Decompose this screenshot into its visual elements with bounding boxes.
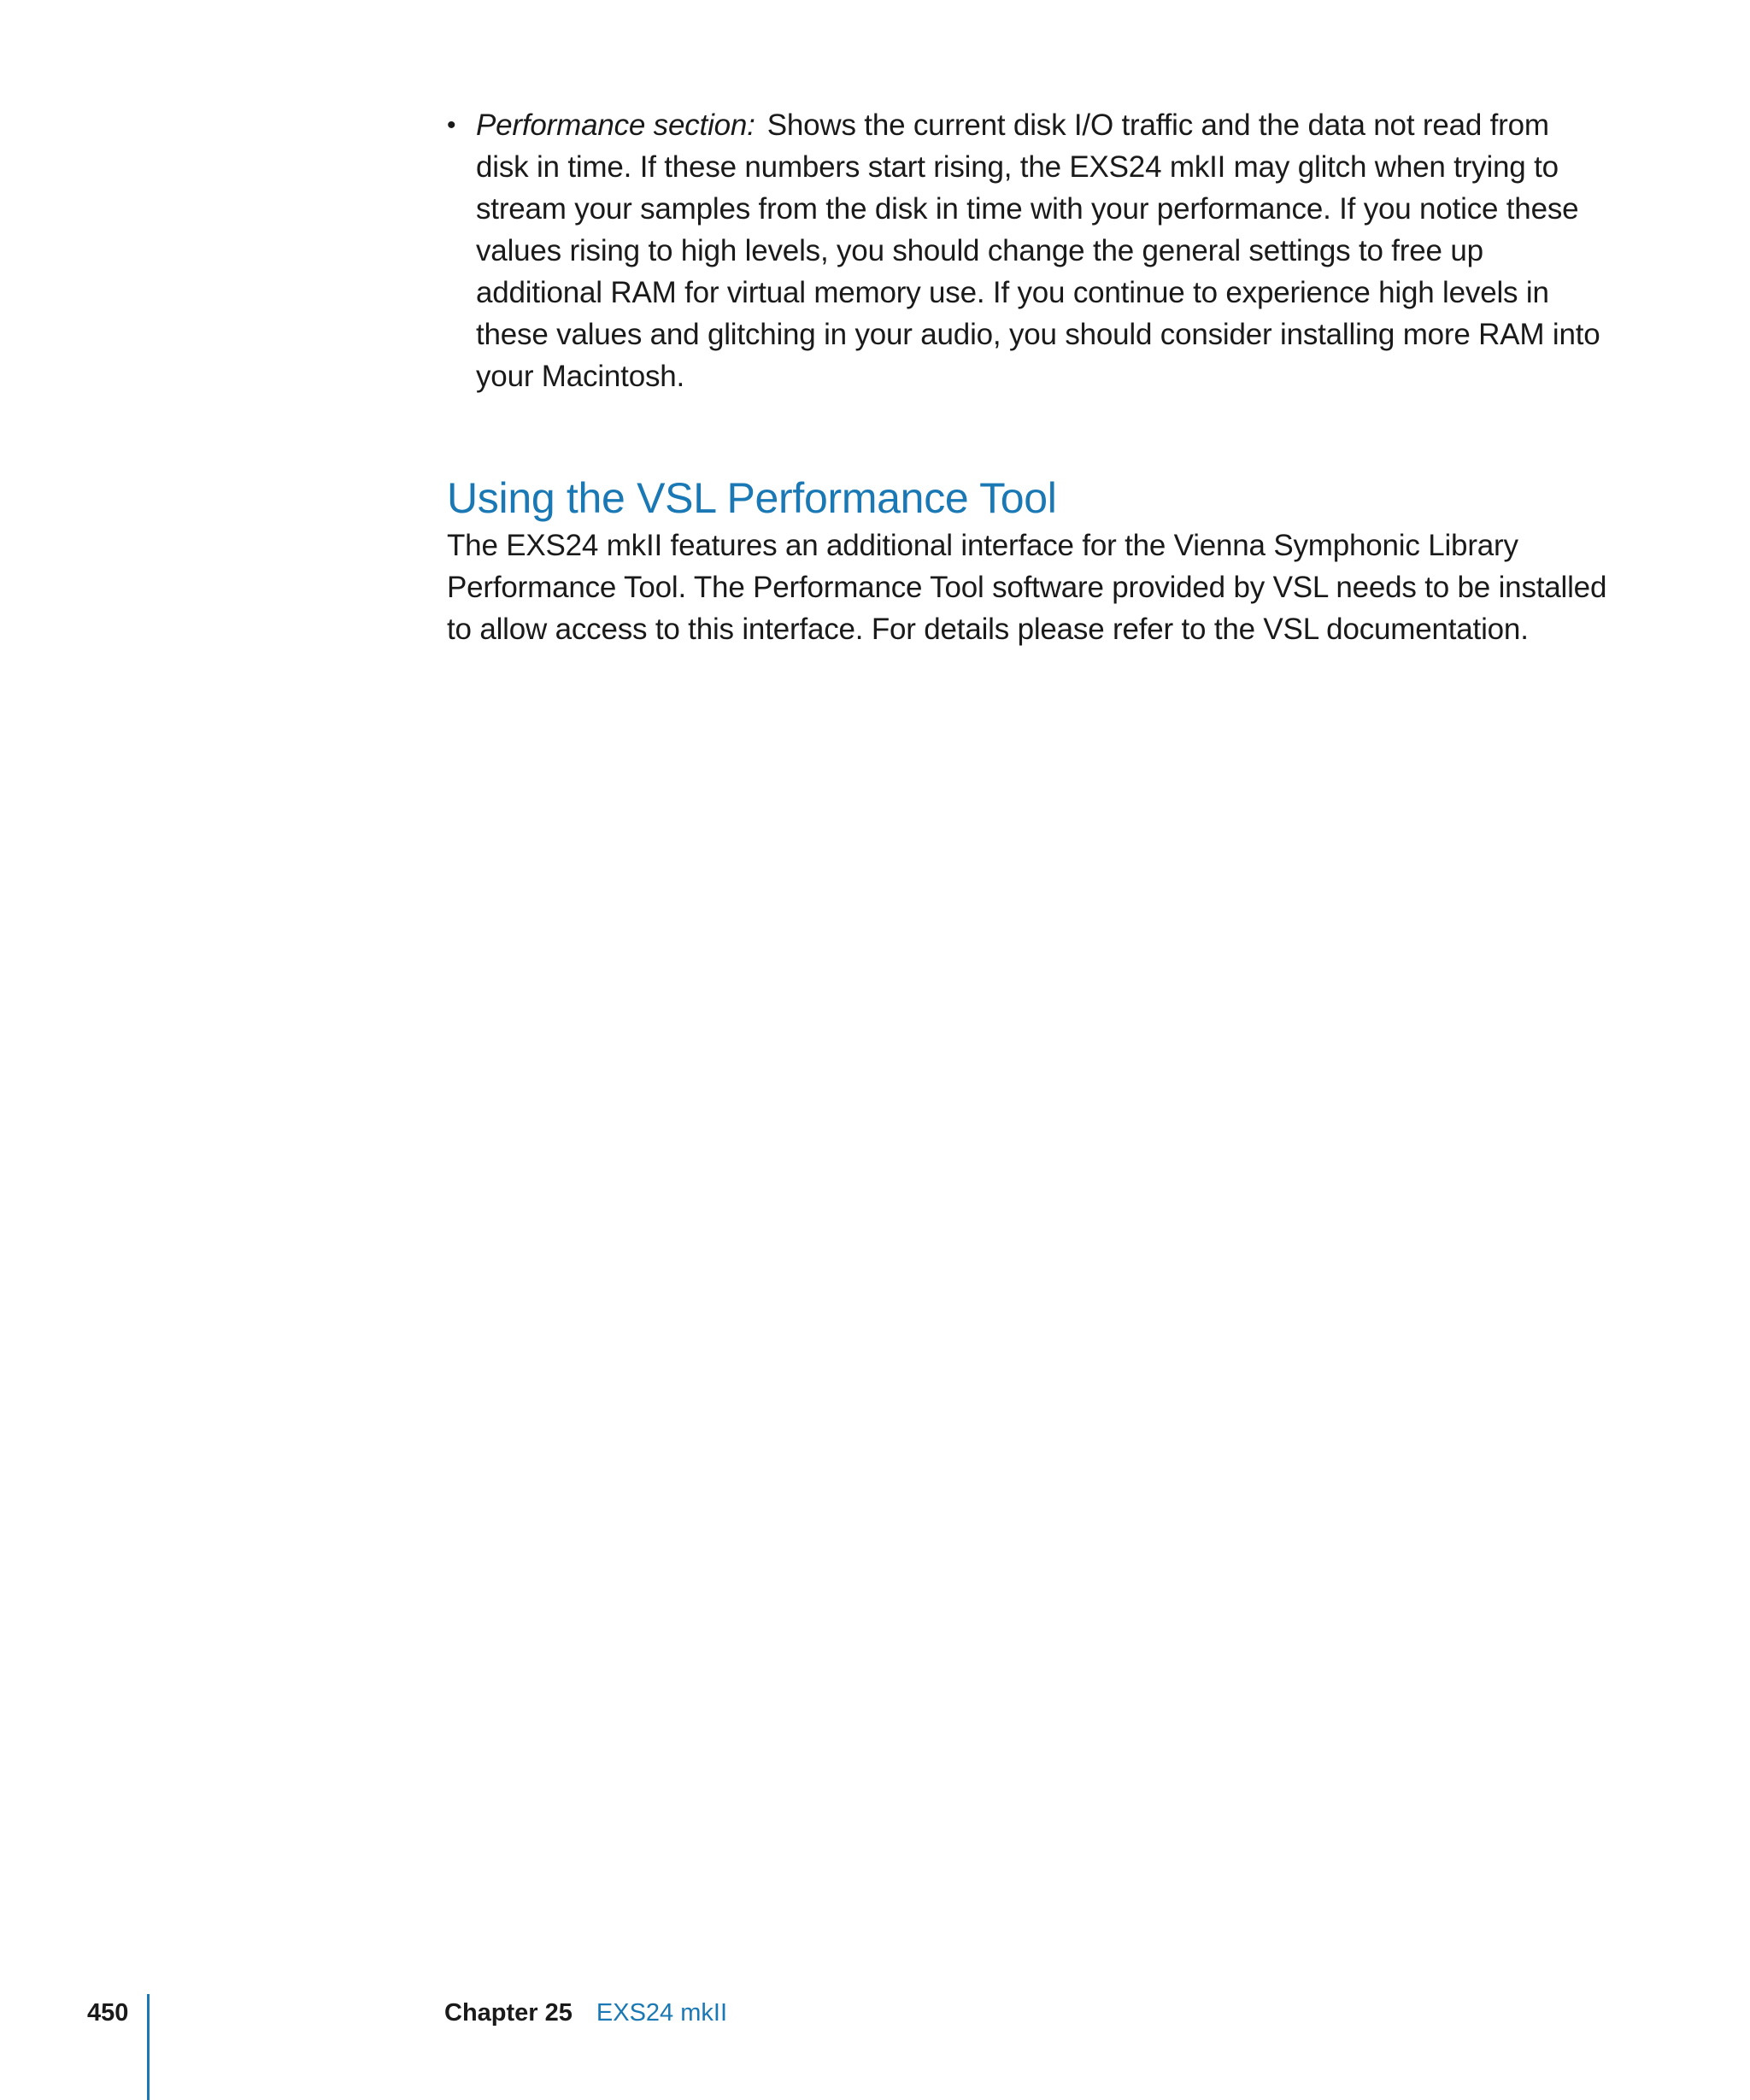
bullet-symbol: • <box>447 111 456 139</box>
section-body-paragraph: The EXS24 mkII features an additional interface for the Vienna Symphonic Library Performance Tool. The Performance Tool software provided by VSL needs to be installed to allow access to this interface. For details please refer to the VSL documentation. <box>447 529 1607 646</box>
footer-chapter <box>444 1997 727 2028</box>
bullet-paragraph <box>476 104 1609 397</box>
bullet-item-performance-section <box>447 104 1609 397</box>
chapter-label: Chapter 25 <box>444 1999 573 2027</box>
bullet-description: Shows the current disk I/O traffic and the data not read from disk in time. If these numbers start rising, the EXS24 mkII may glitch when trying to stream your samples from the disk in time with your performance. If you notice these values rising to high levels, you should change the general settings to free up additional RAM for virtual memory use. If you continue to experience high levels in these values and glitching in your audio, you should consider installing more RAM into your Macintosh. <box>476 109 1600 393</box>
section-heading: Using the VSL Performance Tool <box>447 474 1057 522</box>
bullet-term: Performance section: <box>476 109 755 142</box>
page-number: 450 <box>87 1999 129 2027</box>
chapter-title: EXS24 mkII <box>596 1999 728 2027</box>
footer-divider <box>147 1994 150 2100</box>
